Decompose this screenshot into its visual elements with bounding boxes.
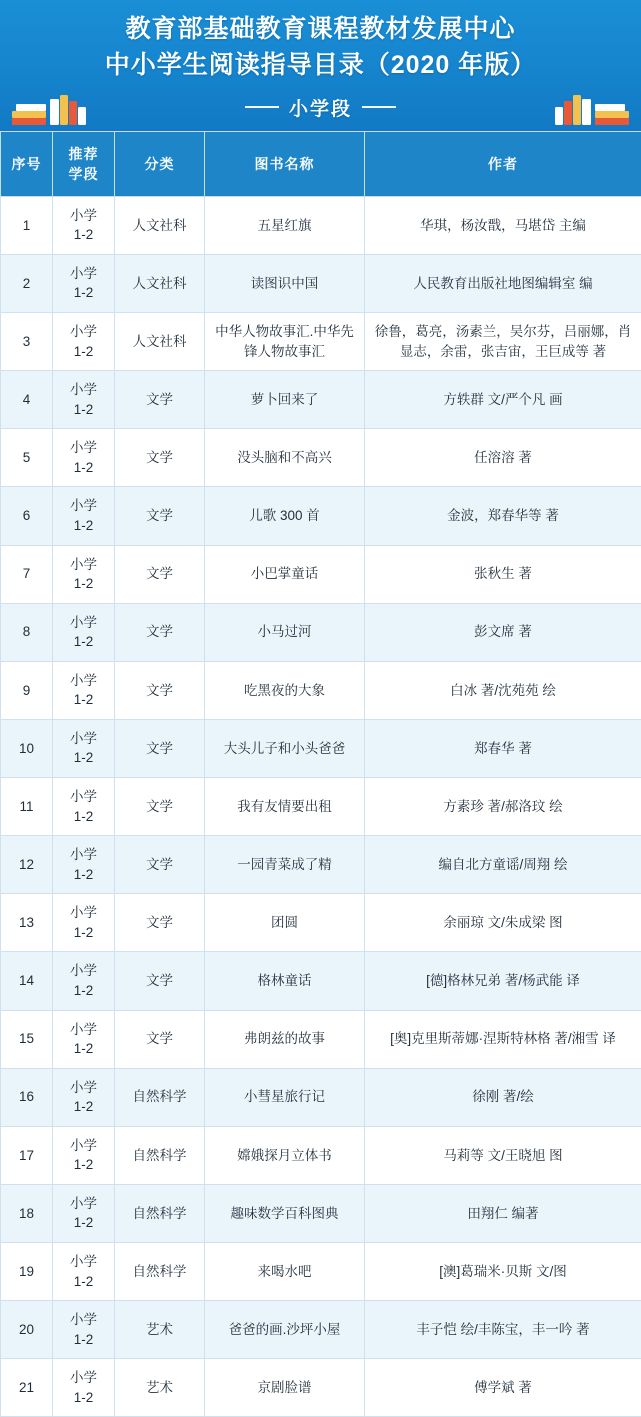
cell-stage-line-1: 小学 [57, 903, 110, 923]
cell-stage-line-1: 小学 [57, 1252, 110, 1272]
cell-category: 自然科学 [115, 1126, 205, 1184]
cell-stage [53, 1068, 115, 1126]
cell-category: 文学 [115, 429, 205, 487]
table-row [1, 661, 641, 719]
cell-no: 8 [1, 603, 53, 661]
cell-stage [53, 196, 115, 254]
cell-stage-line-2: 1-2 [57, 400, 110, 420]
cell-stage [53, 952, 115, 1010]
cell-stage [53, 1184, 115, 1242]
cell-stage-line-1: 小学 [57, 496, 110, 516]
table-row [1, 952, 641, 1010]
cell-book-title: 京剧脸谱 [205, 1359, 365, 1417]
cell-no: 2 [1, 254, 53, 312]
cell-book-title: 小彗星旅行记 [205, 1068, 365, 1126]
cell-stage [53, 603, 115, 661]
cell-stage-line-1: 小学 [57, 729, 110, 749]
cell-stage-line-2: 1-2 [57, 1097, 110, 1117]
cell-author: 方轶群 文/严个凡 画 [365, 371, 641, 429]
cell-category: 文学 [115, 719, 205, 777]
cell-category: 自然科学 [115, 1243, 205, 1301]
cell-no: 19 [1, 1243, 53, 1301]
cell-category: 文学 [115, 952, 205, 1010]
cell-stage-line-1: 小学 [57, 1020, 110, 1040]
col-header-stage [53, 131, 115, 196]
cell-book-title: 读图识中国 [205, 254, 365, 312]
cell-stage-line-1: 小学 [57, 1310, 110, 1330]
cell-stage-line-1: 小学 [57, 322, 110, 342]
cell-author: 傅学斌 著 [365, 1359, 641, 1417]
cell-stage-line-1: 小学 [57, 961, 110, 981]
cell-stage-line-2: 1-2 [57, 458, 110, 478]
book-stack-left-icon [10, 83, 96, 129]
cell-stage-line-1: 小学 [57, 613, 110, 633]
cell-stage [53, 487, 115, 545]
table-row [1, 1184, 641, 1242]
cell-book-title: 小马过河 [205, 603, 365, 661]
cell-category: 艺术 [115, 1359, 205, 1417]
table-row [1, 719, 641, 777]
cell-category: 文学 [115, 1010, 205, 1068]
cell-stage-line-1: 小学 [57, 1194, 110, 1214]
cell-stage-line-1: 小学 [57, 1368, 110, 1388]
cell-stage-line-2: 1-2 [57, 574, 110, 594]
cell-no: 12 [1, 836, 53, 894]
cell-stage-line-1: 小学 [57, 845, 110, 865]
cell-stage-line-2: 1-2 [57, 225, 110, 245]
cell-stage-line-2: 1-2 [57, 1272, 110, 1292]
cell-no: 6 [1, 487, 53, 545]
cell-stage-line-1: 小学 [57, 671, 110, 691]
table-header-row [1, 131, 641, 196]
cell-book-title: 爸爸的画.沙坪小屋 [205, 1301, 365, 1359]
banner-title-line-1: 教育部基础教育课程教材发展中心 [10, 14, 631, 45]
table-row [1, 778, 641, 836]
cell-category: 自然科学 [115, 1184, 205, 1242]
book-stack-right-icon [545, 83, 631, 129]
cell-stage [53, 778, 115, 836]
table-row [1, 1010, 641, 1068]
table-row [1, 429, 641, 487]
cell-book-title: 中华人物故事汇.中华先锋人物故事汇 [205, 313, 365, 371]
cell-stage-line-2: 1-2 [57, 1039, 110, 1059]
table-row [1, 1301, 641, 1359]
cell-stage-line-2: 1-2 [57, 748, 110, 768]
table-row [1, 836, 641, 894]
cell-book-title: 五星红旗 [205, 196, 365, 254]
cell-stage-line-1: 小学 [57, 380, 110, 400]
cell-book-title: 弗朗兹的故事 [205, 1010, 365, 1068]
cell-author: 金波，郑春华等 著 [365, 487, 641, 545]
table-row [1, 1243, 641, 1301]
cell-book-title: 大头儿子和小头爸爸 [205, 719, 365, 777]
cell-stage-line-1: 小学 [57, 438, 110, 458]
cell-stage [53, 313, 115, 371]
banner-subtitle: 小学段 [289, 94, 352, 121]
cell-category: 人文社科 [115, 196, 205, 254]
cell-stage [53, 836, 115, 894]
cell-book-title: 一园青菜成了精 [205, 836, 365, 894]
cell-book-title: 儿歌 300 首 [205, 487, 365, 545]
cell-author: 张秋生 著 [365, 545, 641, 603]
cell-no: 11 [1, 778, 53, 836]
cell-no: 18 [1, 1184, 53, 1242]
book-list-table [0, 131, 641, 1417]
cell-stage-line-1: 小学 [57, 1078, 110, 1098]
banner-title-line-2: 中小学生阅读指导目录（2020 年版） [10, 49, 631, 82]
cell-no: 16 [1, 1068, 53, 1126]
cell-stage-line-2: 1-2 [57, 865, 110, 885]
cell-stage-line-1: 小学 [57, 555, 110, 575]
table-row [1, 313, 641, 371]
cell-stage [53, 1359, 115, 1417]
cell-no: 9 [1, 661, 53, 719]
cell-book-title: 格林童话 [205, 952, 365, 1010]
cell-stage-line-2: 1-2 [57, 981, 110, 1001]
cell-stage [53, 894, 115, 952]
cell-author: 余丽琼 文/朱成梁 图 [365, 894, 641, 952]
cell-author: 华琪，杨汝戬，马堪岱 主编 [365, 196, 641, 254]
cell-category: 自然科学 [115, 1068, 205, 1126]
cell-book-title: 趣味数学百科图典 [205, 1184, 365, 1242]
cell-category: 文学 [115, 661, 205, 719]
cell-book-title: 团圆 [205, 894, 365, 952]
cell-stage-line-1: 小学 [57, 264, 110, 284]
cell-stage-line-1: 小学 [57, 206, 110, 226]
cell-no: 17 [1, 1126, 53, 1184]
cell-category: 艺术 [115, 1301, 205, 1359]
cell-stage [53, 429, 115, 487]
col-header-stage-line-1: 推荐 [55, 144, 112, 164]
cell-stage [53, 1243, 115, 1301]
table-row [1, 196, 641, 254]
cell-no: 7 [1, 545, 53, 603]
cell-author: 徐鲁，葛亮，汤素兰，吴尔芬，吕丽娜，肖显志，余雷，张吉宙，王巨成等 著 [365, 313, 641, 371]
table-row [1, 1068, 641, 1126]
cell-author: 白冰 著/沈苑苑 绘 [365, 661, 641, 719]
cell-author: [奥]克里斯蒂娜·涅斯特林格 著/湘雪 译 [365, 1010, 641, 1068]
cell-stage [53, 1010, 115, 1068]
cell-author: [德]格林兄弟 著/杨武能 译 [365, 952, 641, 1010]
col-header-no: 序号 [1, 131, 53, 196]
cell-stage-line-2: 1-2 [57, 1155, 110, 1175]
cell-stage-line-2: 1-2 [57, 1330, 110, 1350]
cell-stage [53, 661, 115, 719]
cell-category: 文学 [115, 778, 205, 836]
cell-category: 文学 [115, 603, 205, 661]
cell-no: 15 [1, 1010, 53, 1068]
cell-category: 文学 [115, 836, 205, 894]
cell-category: 文学 [115, 487, 205, 545]
table-row [1, 487, 641, 545]
col-header-title: 图书名称 [205, 131, 365, 196]
cell-no: 5 [1, 429, 53, 487]
cell-stage-line-2: 1-2 [57, 807, 110, 827]
col-header-author: 作者 [365, 131, 641, 196]
cell-stage-line-2: 1-2 [57, 690, 110, 710]
table-row [1, 1359, 641, 1417]
cell-author: 徐刚 著/绘 [365, 1068, 641, 1126]
cell-stage-line-2: 1-2 [57, 632, 110, 652]
page-banner [0, 0, 641, 131]
cell-no: 4 [1, 371, 53, 429]
cell-author: 编自北方童谣/周翔 绘 [365, 836, 641, 894]
cell-book-title: 小巴掌童话 [205, 545, 365, 603]
cell-stage [53, 545, 115, 603]
cell-book-title: 吃黑夜的大象 [205, 661, 365, 719]
cell-no: 20 [1, 1301, 53, 1359]
cell-author: [澳]葛瑞米·贝斯 文/图 [365, 1243, 641, 1301]
col-header-category: 分类 [115, 131, 205, 196]
table-row [1, 254, 641, 312]
cell-no: 13 [1, 894, 53, 952]
cell-stage-line-2: 1-2 [57, 342, 110, 362]
table-row [1, 371, 641, 429]
cell-author: 丰子恺 绘/丰陈宝，丰一吟 著 [365, 1301, 641, 1359]
cell-stage-line-2: 1-2 [57, 1213, 110, 1233]
cell-no: 14 [1, 952, 53, 1010]
cell-stage [53, 719, 115, 777]
cell-stage [53, 254, 115, 312]
cell-stage-line-2: 1-2 [57, 283, 110, 303]
table-body [1, 196, 641, 1417]
col-header-stage-line-2: 学段 [55, 164, 112, 184]
cell-author: 任溶溶 著 [365, 429, 641, 487]
cell-stage-line-2: 1-2 [57, 516, 110, 536]
cell-author: 彭文席 著 [365, 603, 641, 661]
cell-stage-line-2: 1-2 [57, 923, 110, 943]
cell-book-title: 没头脑和不高兴 [205, 429, 365, 487]
rule-right [362, 106, 396, 108]
cell-author: 田翔仁 编著 [365, 1184, 641, 1242]
cell-no: 21 [1, 1359, 53, 1417]
cell-category: 文学 [115, 371, 205, 429]
cell-category: 文学 [115, 894, 205, 952]
cell-author: 马莉等 文/王晓旭 图 [365, 1126, 641, 1184]
cell-book-title: 嫦娥探月立体书 [205, 1126, 365, 1184]
table-row [1, 545, 641, 603]
cell-category: 人文社科 [115, 313, 205, 371]
cell-no: 3 [1, 313, 53, 371]
cell-stage-line-1: 小学 [57, 787, 110, 807]
cell-book-title: 萝卜回来了 [205, 371, 365, 429]
cell-no: 10 [1, 719, 53, 777]
cell-author: 郑春华 著 [365, 719, 641, 777]
rule-left [245, 106, 279, 108]
cell-stage [53, 1126, 115, 1184]
cell-stage-line-2: 1-2 [57, 1388, 110, 1408]
cell-book-title: 来喝水吧 [205, 1243, 365, 1301]
table-row [1, 1126, 641, 1184]
cell-no: 1 [1, 196, 53, 254]
cell-stage [53, 371, 115, 429]
table-row [1, 603, 641, 661]
cell-author: 方素珍 著/郝洛玟 绘 [365, 778, 641, 836]
cell-category: 文学 [115, 545, 205, 603]
cell-stage-line-1: 小学 [57, 1136, 110, 1156]
banner-subtitle-wrap [10, 94, 631, 121]
cell-author: 人民教育出版社地图编辑室 编 [365, 254, 641, 312]
cell-category: 人文社科 [115, 254, 205, 312]
table-row [1, 894, 641, 952]
cell-stage [53, 1301, 115, 1359]
cell-book-title: 我有友情要出租 [205, 778, 365, 836]
